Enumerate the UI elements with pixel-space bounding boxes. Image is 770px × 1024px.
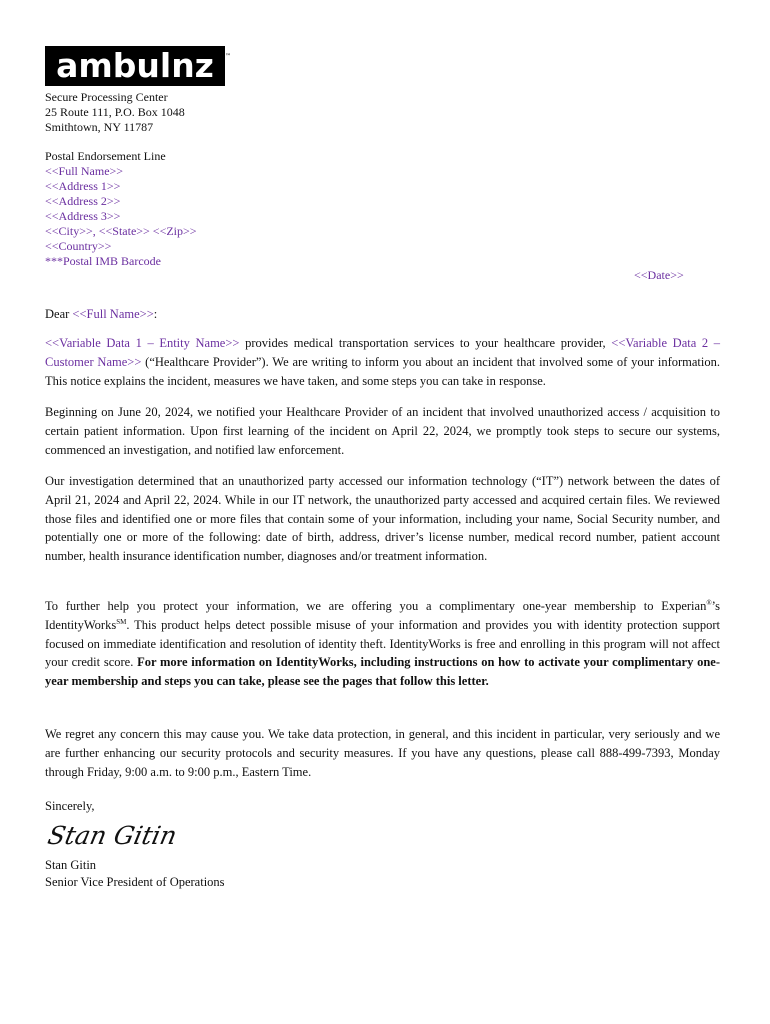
entity-name-variable: <<Variable Data 1 – Entity Name>>	[45, 336, 240, 350]
logo-wordmark: ambulnz	[56, 46, 214, 85]
paragraph-1-text-b: (“Healthcare Provider”). We are writing to inform you about an incident that involved some of your information. This notice explains the incident, measures we have taken, and some steps you can take in response.	[45, 354, 721, 388]
handwritten-signature	[45, 818, 175, 854]
signer-name: Stan Gitin	[45, 858, 97, 872]
paragraph-3-text: Our investigation determined that an unauthorized party accessed our information technology (“IT”) network between the dates of April 21, 2024 and April 22, 2024. While in our IT network, the unauthorized party accessed and acquired certain files. We reviewed those files and identified one or more files that contain some of your information, including your name, Social Security number, and potentially one or more of the following: date of birth, address, driver’s license number, medical record number, patient account number, health insurance identification number, diagnoses and/or treatment information.	[45, 474, 720, 564]
recipient-address-3: <<Address 3>>	[45, 209, 121, 223]
paragraph-3	[45, 472, 720, 566]
paragraph-5-text: We regret any concern this may cause you. We take data protection, in general, and this incident in particular, very seriously and we are further enhancing our security protocols and security measures. If you have any questions, please call 888-499-7393, Monday through Friday, 9:00 a.m. to 9:00 p.m., Eastern Time.	[45, 727, 720, 779]
recipient-address	[45, 149, 197, 269]
paragraph-2	[45, 403, 720, 459]
ambulnz-logo	[45, 46, 231, 86]
recipient-address-2: <<Address 2>>	[45, 194, 121, 208]
paragraph-5	[45, 725, 720, 781]
recipient-city-state-zip: <<City>>, <<State>> <<Zip>>	[45, 224, 197, 238]
customer-name-variable: <<Variable Data 2 – Customer Name>>	[45, 336, 720, 369]
paragraph-1	[45, 334, 720, 390]
salutation-suffix: :	[153, 307, 158, 321]
signer-block	[45, 857, 225, 891]
paragraph-4-bold-text: For more information on IdentityWorks, including instructions on how to activate your complimentary one-year membership and steps you can take, please see the pages that follow this letter.	[45, 655, 720, 689]
sender-address	[45, 90, 185, 135]
salutation	[45, 305, 720, 324]
svg-text:Stan Gitin: Stan Gitin	[45, 821, 175, 850]
paragraph-4-text-b: ’s IdentityWorks	[45, 599, 720, 632]
sender-line-3: Smithtown, NY 11787	[45, 120, 154, 134]
recipient-country: <<Country>>	[45, 239, 112, 253]
service-mark: SM	[116, 617, 127, 626]
sender-line-2: 25 Route 111, P.O. Box 1048	[45, 105, 185, 119]
paragraph-1-text-a: provides medical transportation services to your healthcare provider,	[239, 336, 612, 350]
closing	[45, 797, 720, 816]
paragraph-4	[45, 597, 720, 691]
salutation-name: <<Full Name>>	[72, 307, 154, 321]
registered-mark: ®	[706, 598, 712, 607]
postal-barcode: ***Postal IMB Barcode	[45, 254, 161, 268]
signer-title: Senior Vice President of Operations	[45, 875, 225, 889]
postal-endorsement: Postal Endorsement Line	[45, 149, 166, 163]
salutation-prefix: Dear	[45, 307, 73, 321]
recipient-address-1: <<Address 1>>	[45, 179, 121, 193]
letter-date: <<Date>>	[634, 268, 684, 282]
recipient-full-name: <<Full Name>>	[45, 164, 124, 178]
paragraph-2-text: Beginning on June 20, 2024, we notified your Healthcare Provider of an incident that involved unauthorized access / acquisition to certain patient information. Upon first learning of the incident on April 22, 2024, we promptly took steps to secure our systems, commenced an investigation, and notified law enforcement.	[45, 405, 720, 457]
paragraph-4-text-a: To further help you protect your information, we are offering you a complimentary one-year membership to Experian	[45, 599, 707, 613]
paragraph-4-text-c: . This product helps detect possible misuse of your information and provides you with identity protection support focused on immediate identification and resolution of identity theft. IdentityWorks is free and enrolling in this program will not affect your credit score.	[45, 617, 720, 670]
logo-trademark: ™	[225, 53, 231, 60]
closing-text: Sincerely,	[45, 799, 95, 813]
sender-line-1: Secure Processing Center	[45, 90, 168, 104]
